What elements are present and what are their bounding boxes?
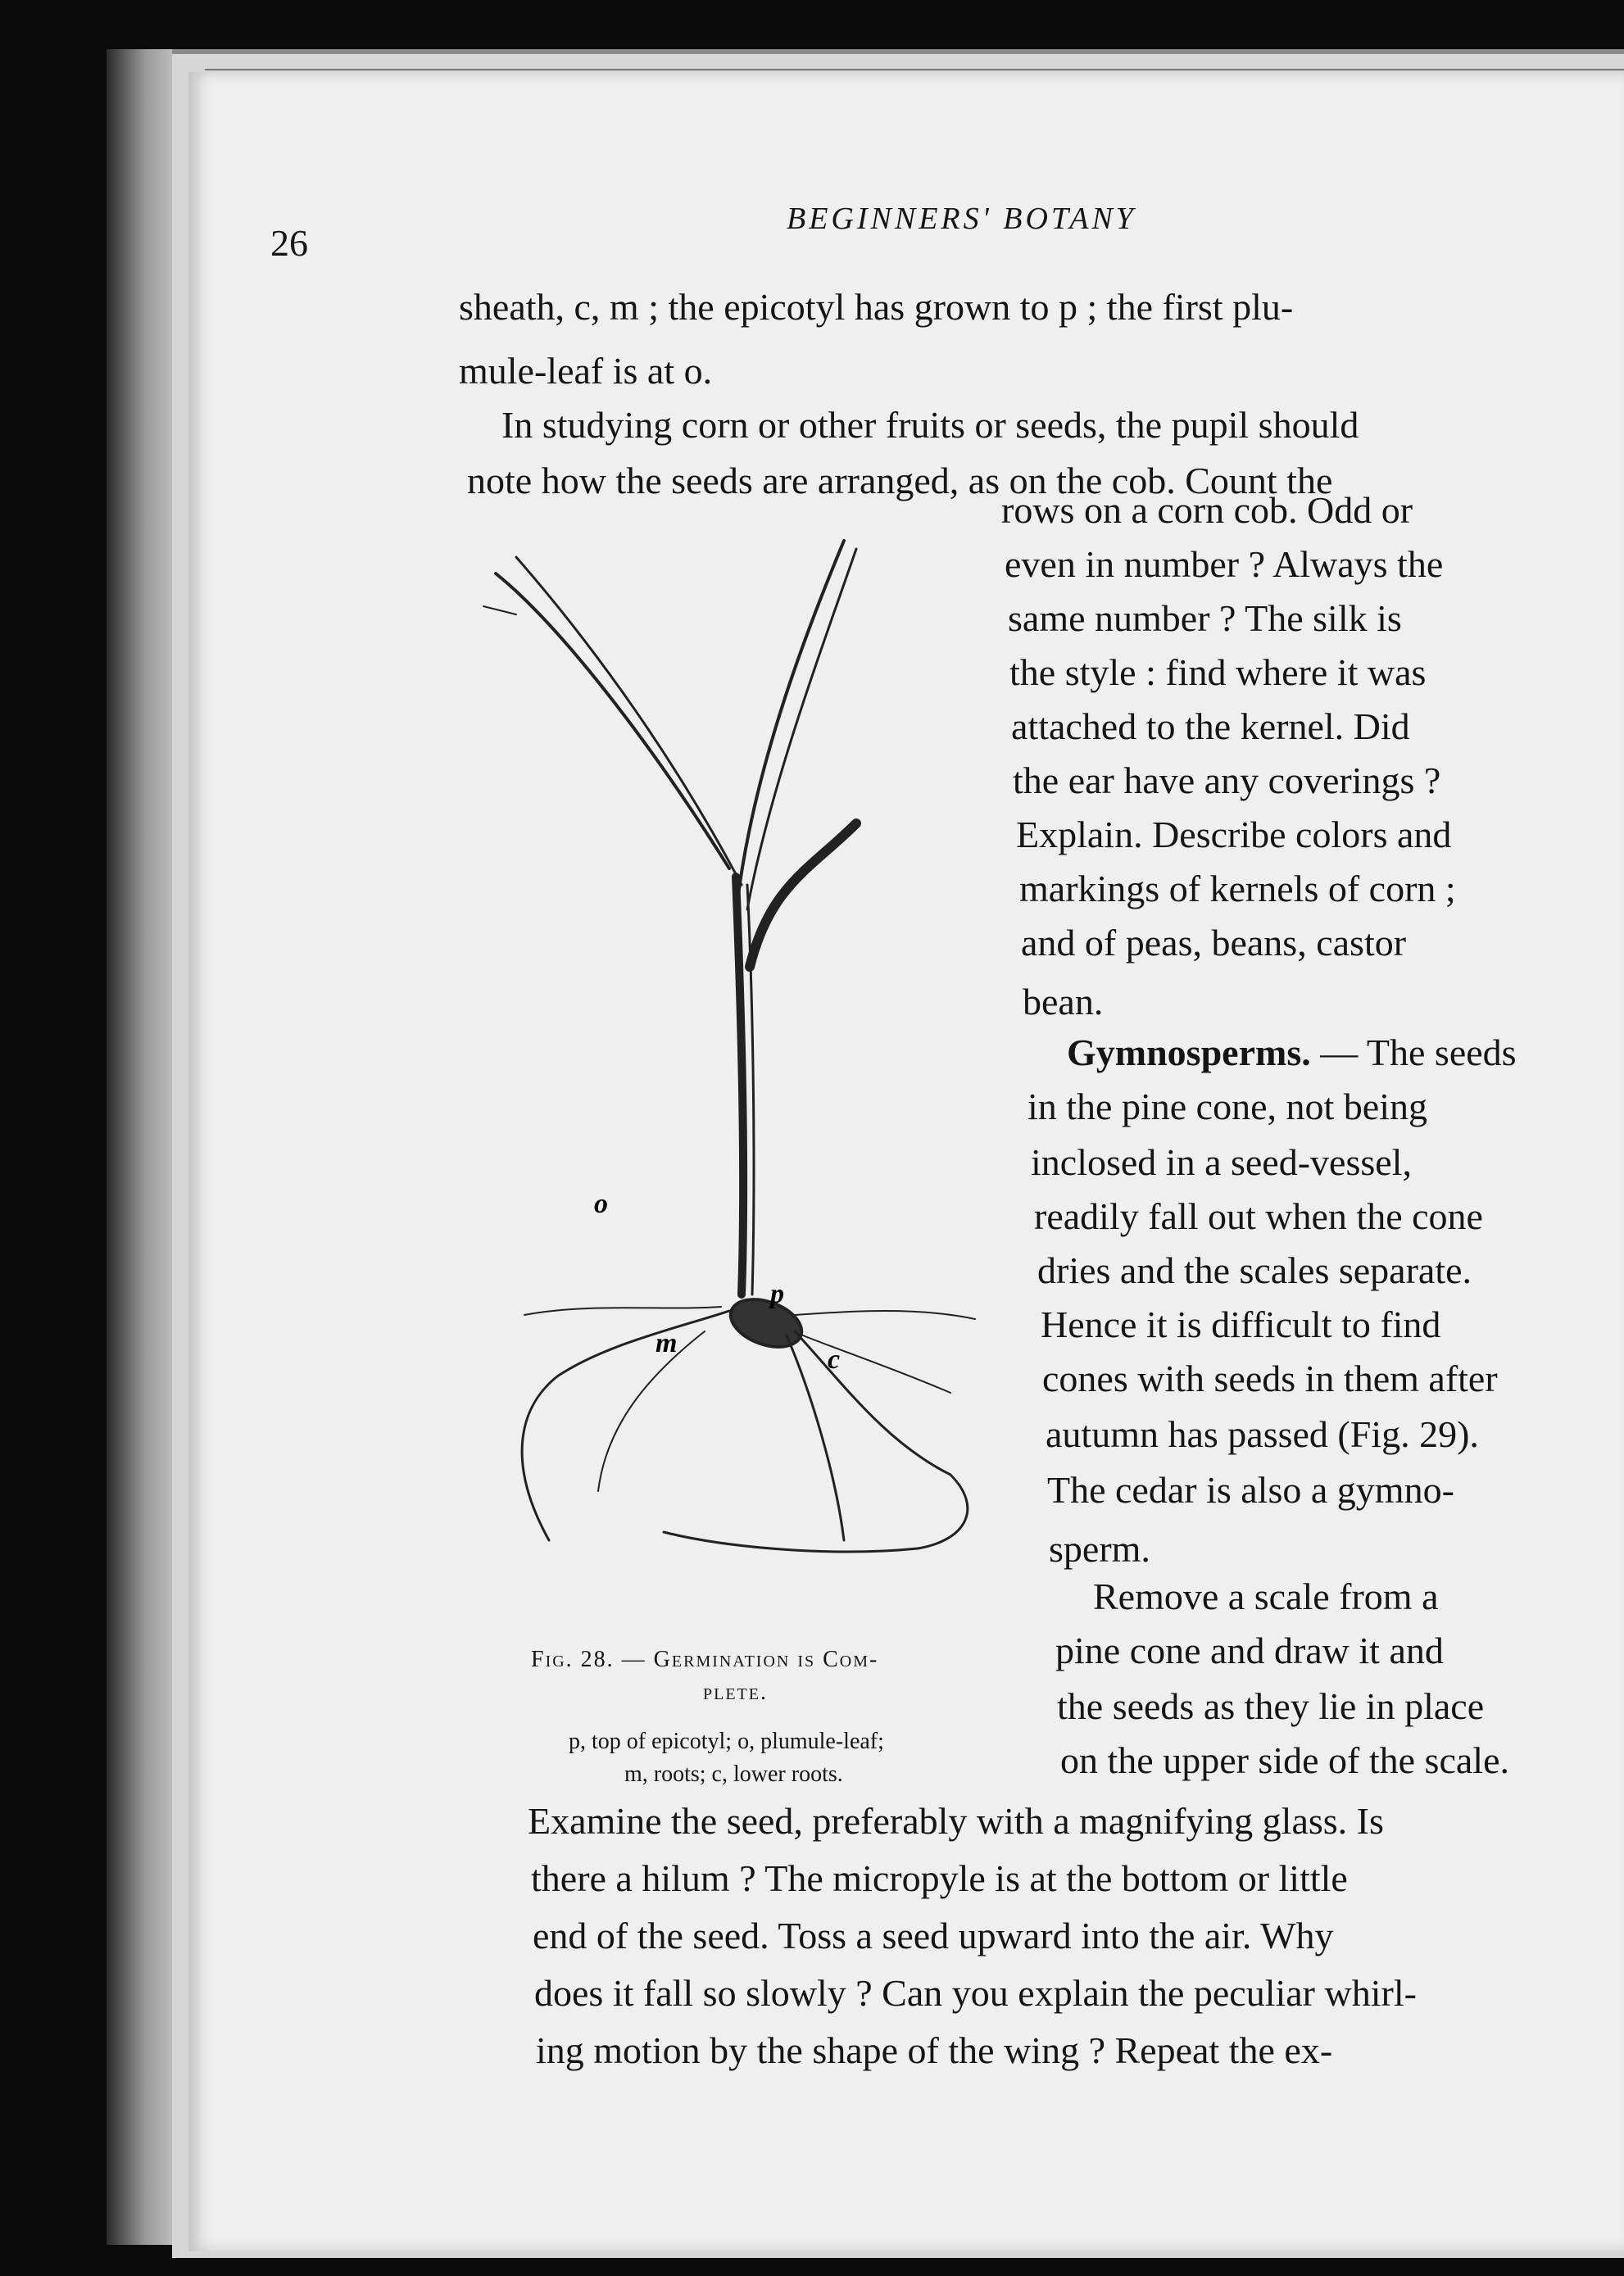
seed [724, 1290, 808, 1356]
body-line: markings of kernels of corn ; [1019, 868, 1456, 909]
body-line: Examine the seed, preferably with a magnifying glass. Is [528, 1800, 1384, 1842]
figure-label-m: m [655, 1328, 678, 1358]
body-line: note how the seeds are arranged, as on the cob. Count the [467, 460, 1333, 501]
body-line: same number ? The silk is [1008, 597, 1402, 639]
body-line: dries and the scales separate. [1037, 1249, 1472, 1291]
body-line: Hence it is difficult to find [1041, 1303, 1441, 1345]
body-line: and of peas, beans, castor [1021, 922, 1407, 963]
leaf-tip [483, 606, 516, 614]
body-line: Explain. Describe colors and [1016, 814, 1452, 855]
body-line: the ear have any coverings ? [1013, 759, 1441, 801]
leaf-right-edge [747, 549, 856, 909]
root-left [522, 1311, 729, 1540]
body-line: does it fall so slowly ? Can you explain the peculiar whirl- [534, 1972, 1417, 2014]
figure-label-p: p [770, 1279, 784, 1309]
body-line: inclosed in a seed-vessel, [1031, 1141, 1412, 1183]
body-line: attached to the kernel. Did [1011, 705, 1410, 747]
root-right-upper [795, 1311, 975, 1319]
body-line: autumn has passed (Fig. 29). [1046, 1413, 1479, 1455]
epicotyl-stem [736, 877, 743, 1294]
figure-caption-legend-cont: m, roots; c, lower roots. [624, 1761, 843, 1787]
body-line: end of the seed. Toss a seed upward into the air. Why [533, 1915, 1334, 1956]
body-line: In studying corn or other fruits or seeds, the pupil should [501, 404, 1359, 446]
body-line: the seeds as they lie in place [1057, 1685, 1485, 1727]
root-left-upper [524, 1307, 721, 1315]
gymnosperms-heading: Gymnosperms. [1067, 1031, 1311, 1073]
figure-28-corn-seedling [459, 524, 1016, 1630]
plumule-leaf [750, 823, 856, 967]
body-line-gymnosperms [1067, 1031, 1517, 1073]
figure-caption-legend: p, top of epicotyl; o, plumule-leaf; [569, 1729, 884, 1754]
running-head: BEGINNERS' BOTANY [787, 202, 1136, 236]
body-line: in the pine cone, not being [1027, 1086, 1427, 1127]
body-line: bean. [1023, 981, 1104, 1022]
figure-label-c: c [828, 1344, 841, 1375]
body-line: ing motion by the shape of the wing ? Repeat the ex- [536, 2029, 1333, 2071]
gymnosperms-heading-rest: — The seeds [1310, 1031, 1517, 1073]
figure-caption-title: Fig. 28. — Germination is Com- [531, 1647, 879, 1672]
body-line: readily fall out when the cone [1034, 1195, 1483, 1237]
root-mid [598, 1331, 705, 1491]
body-line: cones with seeds in them after [1042, 1358, 1498, 1399]
figure-caption-title-cont: plete. [703, 1680, 768, 1705]
body-line: mule-leaf is at o. [459, 350, 713, 392]
body-line: Remove a scale from a [1093, 1576, 1439, 1617]
body-line: The cedar is also a gymno- [1047, 1469, 1454, 1511]
body-line: on the upper side of the scale. [1060, 1739, 1509, 1781]
body-line: there a hilum ? The micropyle is at the bottom or little [531, 1857, 1348, 1899]
figure-label-o: o [594, 1189, 608, 1219]
page-number: 26 [270, 222, 308, 264]
body-line: sheath, c, m ; the epicotyl has grown to p ; the first plu- [459, 286, 1294, 328]
body-line: rows on a corn cob. Odd or [1001, 489, 1413, 531]
body-line: even in number ? Always the [1005, 543, 1444, 585]
body-line: pine cone and draw it and [1055, 1630, 1444, 1671]
leaf-left [496, 574, 729, 868]
root-long [664, 1331, 968, 1552]
body-line: the style : find where it was [1009, 651, 1427, 693]
body-line: sperm. [1049, 1528, 1150, 1570]
